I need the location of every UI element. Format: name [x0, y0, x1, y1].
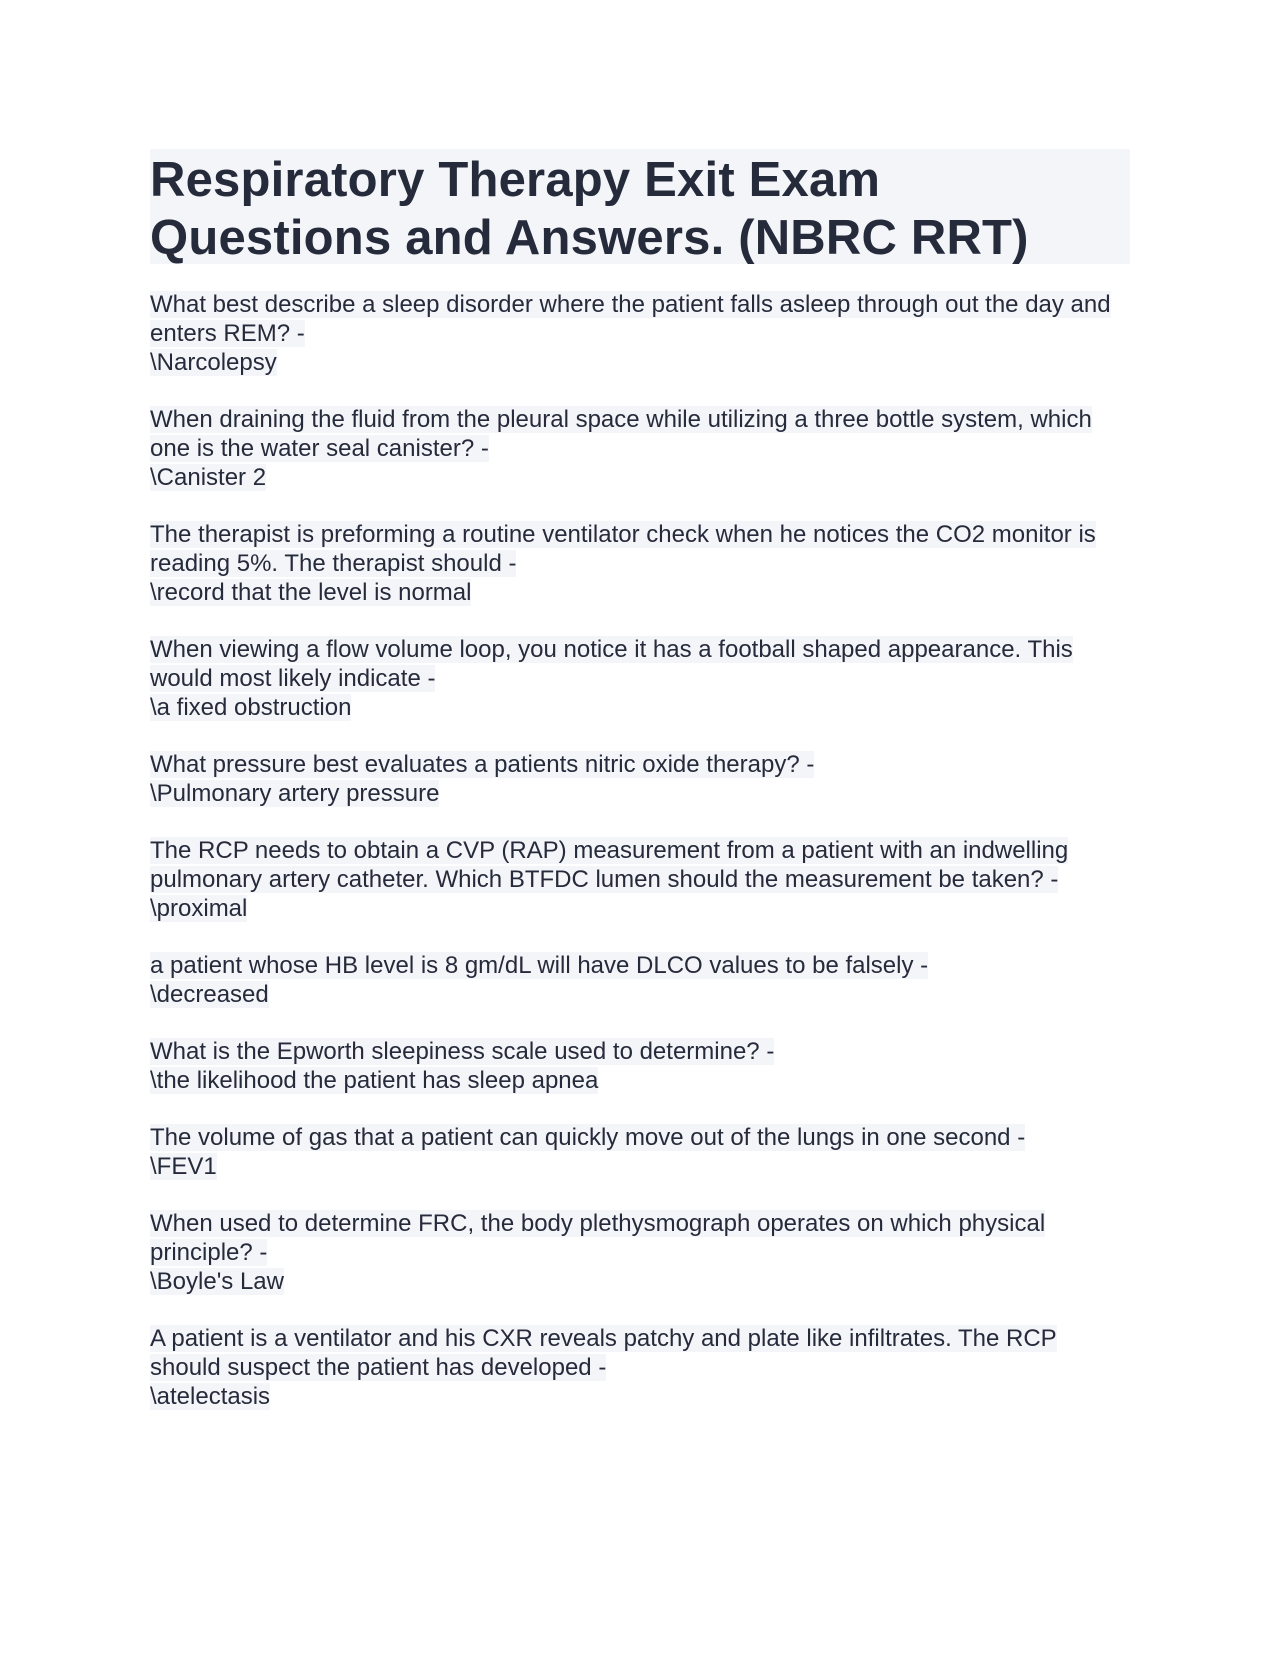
- qa-item-8: [150, 1037, 1130, 1095]
- question-text: What pressure best evaluates a patients nitric oxide therapy? -: [150, 751, 815, 778]
- question-text: When viewing a flow volume loop, you notice it has a football shaped appearance. This would most likely indicate -: [150, 636, 1073, 692]
- question-text: a patient whose HB level is 8 gm/dL will have DLCO values to be falsely -: [150, 952, 929, 979]
- qa-item-5: [150, 750, 1130, 808]
- answer-text: \Canister 2: [150, 464, 267, 491]
- answer-text: \proximal: [150, 895, 248, 922]
- answer-text: \Boyle's Law: [150, 1268, 284, 1295]
- answer-text: \a fixed obstruction: [150, 694, 352, 721]
- qa-item-3: [150, 520, 1130, 607]
- answer-text: \Narcolepsy: [150, 349, 277, 376]
- qa-list: [150, 290, 1130, 1411]
- question-text: When used to determine FRC, the body plethysmograph operates on which physical principle? -: [150, 1210, 1046, 1266]
- question-text: The therapist is preforming a routine ventilator check when he notices the CO2 monitor is reading 5%. The therapist should -: [150, 521, 1096, 577]
- answer-text: \Pulmonary artery pressure: [150, 780, 440, 807]
- question-text: What is the Epworth sleepiness scale used to determine? -: [150, 1038, 775, 1065]
- qa-item-11: [150, 1324, 1130, 1411]
- question-text: What best describe a sleep disorder where the patient falls asleep through out the day and enters REM? -: [150, 291, 1111, 347]
- qa-item-9: [150, 1123, 1130, 1181]
- question-text: The volume of gas that a patient can quickly move out of the lungs in one second -: [150, 1124, 1026, 1151]
- question-text: The RCP needs to obtain a CVP (RAP) measurement from a patient with an indwelling pulmonary artery catheter. Which BTFDC lumen should the measurement be taken? -: [150, 837, 1069, 893]
- answer-text: \FEV1: [150, 1153, 217, 1180]
- qa-item-7: [150, 951, 1130, 1009]
- qa-item-2: [150, 405, 1130, 492]
- document-title: Respiratory Therapy Exit Exam Questions and Answers. (NBRC RRT): [150, 153, 1029, 265]
- answer-text: \the likelihood the patient has sleep apnea: [150, 1067, 599, 1094]
- qa-item-4: [150, 635, 1130, 722]
- qa-item-1: [150, 290, 1130, 377]
- document-page: [150, 149, 1130, 1439]
- answer-text: \decreased: [150, 981, 269, 1008]
- question-text: A patient is a ventilator and his CXR reveals patchy and plate like infiltrates. The RCP should suspect the patient has developed -: [150, 1325, 1057, 1381]
- title-block: [150, 149, 1130, 264]
- question-text: When draining the fluid from the pleural space while utilizing a three bottle system, which one is the water seal canister? -: [150, 406, 1092, 462]
- answer-text: \atelectasis: [150, 1383, 271, 1410]
- qa-item-10: [150, 1209, 1130, 1296]
- answer-text: \record that the level is normal: [150, 579, 472, 606]
- qa-item-6: [150, 836, 1130, 923]
